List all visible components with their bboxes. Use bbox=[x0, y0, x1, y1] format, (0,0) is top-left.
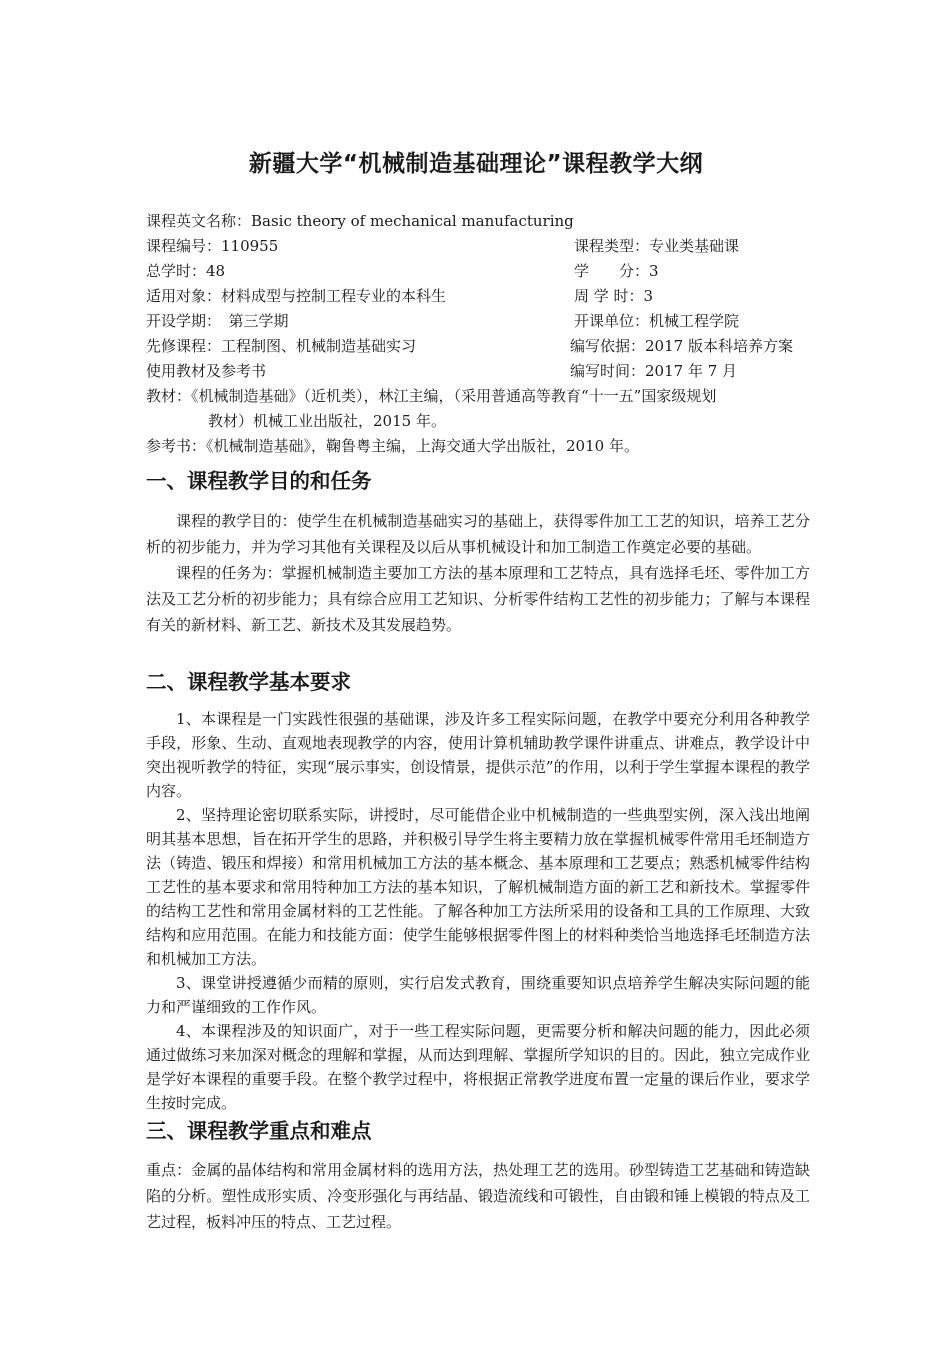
textbook-line-1: 教材：《机械制造基础》（近机类），林江主编，（采用普通高等教育“十一五”国家级规划 bbox=[146, 387, 717, 405]
writing-basis: 编写依据：2017 版本科培养方案 bbox=[570, 337, 793, 355]
semester: 开设学期： 第三学期 bbox=[146, 312, 289, 330]
section-1-paragraph-2: 课程的任务为：掌握机械制造主要加工方法的基本原理和工艺特点，具有选择毛坯、零件加工方法及工艺分析的初步能力；具有综合应用工艺知识、分析零件结构工艺性的初步能力；了解与本课程有关的新材料、新工艺、新技术及其发展趋势。 bbox=[146, 564, 810, 634]
written-date: 编写时间：2017 年 7 月 bbox=[570, 362, 738, 380]
weekly-hours: 周 学 时：3 bbox=[574, 287, 654, 305]
section-2-body bbox=[146, 707, 810, 1115]
section-2-paragraph-4: 4、本课程涉及的知识面广，对于一些工程实际问题，更需要分析和解决问题的能力，因此必须通过做练习来加深对概念的理解和掌握，从而达到理解、掌握所学知识的目的。因此，独立完成作业是学好本课程的重要手段。在整个教学过程中，将根据正常教学进度布置一定量的课后作业，要求学生按时完成。 bbox=[146, 1022, 810, 1112]
section-2-paragraph-1: 1、本课程是一门实践性很强的基础课，涉及许多工程实际问题，在教学中要充分利用各种教学手段，形象、生动、直观地表现教学的内容，使用计算机辅助教学课件讲重点、讲难点，教学设计中突出视听教学的特征，实现“展示事实，创设情景，提供示范”的作用，以利于学生掌握本课程的教学内容。 bbox=[146, 710, 810, 800]
textbooks-label: 使用教材及参考书 bbox=[146, 362, 267, 380]
section-2-paragraph-3: 3、课堂讲授遵循少而精的原则，实行启发式教育，围绕重要知识点培养学生解决实际问题的能力和严谨细致的工作作风。 bbox=[146, 974, 810, 1016]
section-1-heading: 一、课程教学目的和任务 bbox=[146, 469, 372, 493]
credits: 学 分：3 bbox=[574, 262, 659, 280]
reference-book: 参考书：《机械制造基础》，鞠鲁粤主编，上海交通大学出版社，2010 年。 bbox=[146, 437, 639, 455]
section-3-body bbox=[146, 1157, 810, 1235]
section-2-heading: 二、课程教学基本要求 bbox=[146, 670, 351, 694]
document-title: 新疆大学“机械制造基础理论”课程教学大纲 bbox=[248, 151, 704, 177]
section-3-paragraph-1: 重点：金属的晶体结构和常用金属材料的选用方法，热处理工艺的选用。砂型铸造工艺基础和铸造缺陷的分析。塑性成形实质、冷变形强化与再结晶、锻造流线和可锻性，自由锻和锤上模锻的特点及工艺过程，板料冲压的特点、工艺过程。 bbox=[146, 1161, 810, 1231]
course-type: 课程类型：专业类基础课 bbox=[574, 237, 740, 255]
textbook-line-2: 教材）机械工业出版社，2015 年。 bbox=[208, 412, 446, 430]
section-1-paragraph-1: 课程的教学目的：使学生在机械制造基础实习的基础上，获得零件加工工艺的知识，培养工艺分析的初步能力，并为学习其他有关课程及以后从事机械设计和加工制造工作奠定必要的基础。 bbox=[146, 512, 810, 556]
course-code: 课程编号：110955 bbox=[146, 237, 279, 255]
section-2-paragraph-2: 2、坚持理论密切联系实际，讲授时，尽可能借企业中机械制造的一些典型实例，深入浅出地阐明其基本思想，旨在拓开学生的思路，并积极引导学生将主要精力放在掌握机械零件常用毛坯制造方法（铸造、锻压和焊接）和常用机械加工方法的基本概念、基本原理和工艺要点；熟悉机械零件结构工艺性的基本要求和常用特种加工方法的基本知识，了解机械制造方面的新工艺和新技术。掌握零件的结构工艺性和常用金属材料的工艺性能。了解各种加工方法所采用的设备和工具的工作原理、大致结构和应用范围。在能力和技能方面：使学生能够根据零件图上的材料种类恰当地选择毛坯制造方法和机械加工方法。 bbox=[146, 806, 810, 968]
section-1-body bbox=[146, 508, 810, 638]
target-audience: 适用对象：材料成型与控制工程专业的本科生 bbox=[146, 287, 447, 305]
total-hours: 总学时：48 bbox=[146, 262, 226, 280]
english-name: 课程英文名称：Basic theory of mechanical manufacturing bbox=[146, 212, 574, 230]
department: 开课单位：机械工程学院 bbox=[574, 312, 740, 330]
section-3-heading: 三、课程教学重点和难点 bbox=[146, 1119, 372, 1143]
prerequisites: 先修课程：工程制图、机械制造基础实习 bbox=[146, 337, 417, 355]
